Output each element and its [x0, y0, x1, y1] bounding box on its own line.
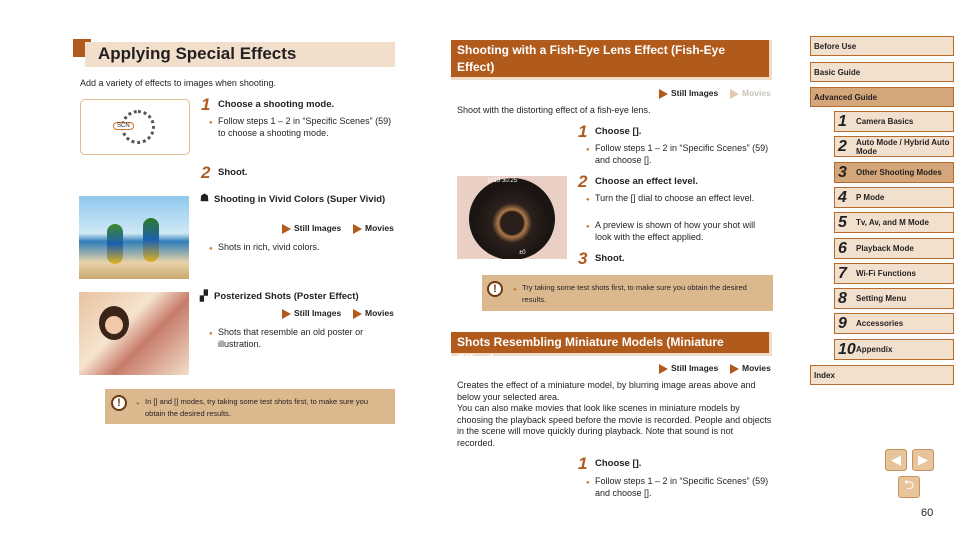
nav-chapter-1[interactable] — [834, 111, 954, 132]
nav-chapter-7[interactable] — [834, 263, 954, 284]
bullet: ● Shots that resemble an old poster or illustration. — [218, 327, 393, 350]
caution-icon: ! — [487, 281, 503, 297]
chapter-number: 10 — [838, 340, 856, 358]
nav-chapter-6[interactable] — [834, 238, 954, 259]
movies-tag: Movies — [730, 88, 771, 99]
left-arrow-icon: ◀ — [891, 452, 901, 467]
dial-scn-label: SCN — [113, 122, 134, 130]
step-number: 2 — [201, 163, 211, 182]
movies-tag: Movies — [730, 363, 771, 374]
intro-text: Add a variety of effects to images when shooting. — [80, 78, 276, 88]
bullet: ● Turn the [] dial to choose an effect level. — [595, 193, 770, 205]
chapter-label: Setting Menu — [856, 294, 907, 304]
step-number: 1 — [201, 95, 211, 114]
triangle-icon — [353, 224, 362, 234]
caution-text: ● In [] and [] modes, try taking some test shots first, to make sure you obtain the desired results. — [145, 396, 385, 420]
nav-chapter-10[interactable] — [834, 339, 954, 360]
chapter-number: 9 — [838, 315, 847, 333]
nav-chapter-2[interactable] — [834, 136, 954, 157]
nav-basic-guide[interactable]: Basic Guide — [810, 62, 954, 82]
step-title: Choose []. — [595, 458, 642, 469]
still-images-tag: Still Images — [282, 308, 341, 319]
chapter-label: Appendix — [856, 344, 893, 354]
movies-tag: Movies — [353, 308, 394, 319]
step-title: Choose []. — [595, 126, 642, 137]
miniature-para-1: Creates the effect of a miniature model, by blurring image areas above and below your selected area. — [457, 380, 756, 402]
nav-chapter-9[interactable] — [834, 313, 954, 334]
nav-chapter-4[interactable] — [834, 187, 954, 208]
triangle-icon — [282, 224, 291, 234]
nav-chapter-5[interactable] — [834, 212, 954, 233]
chapter-label: Auto Mode / Hybrid Auto Mode — [856, 137, 950, 156]
vivid-icon: ☗ — [200, 193, 209, 204]
fisheye-screen — [457, 176, 567, 259]
chapter-label: Playback Mode — [856, 243, 914, 253]
fisheye-heading: Shooting with a Fish-Eye Lens Effect (Fish-Eye Effect) — [451, 40, 772, 80]
nav-chapter-8[interactable] — [834, 288, 954, 309]
step-title: Shoot. — [218, 167, 248, 178]
screen-info-top: 1015 30:25 — [487, 178, 518, 184]
fisheye-intro: Shoot with the distorting effect of a fish-eye lens. — [457, 105, 651, 115]
chapter-number: 2 — [838, 138, 847, 156]
still-images-tag: Still Images — [659, 363, 718, 374]
caution-box — [105, 389, 395, 424]
step-title: Shoot. — [595, 253, 625, 264]
triangle-icon — [353, 309, 362, 319]
bullet: ● Follow steps 1 – 2 in “Specific Scenes” (59) to choose a shooting mode. — [218, 116, 393, 139]
chapter-label: Camera Basics — [856, 117, 914, 126]
step-title: Choose a shooting mode. — [218, 99, 335, 110]
parrots-photo — [79, 196, 189, 279]
chapter-number: 7 — [838, 264, 847, 282]
poster-icon: ▞ — [200, 291, 208, 302]
chapter-label: Accessories — [856, 319, 904, 329]
nav-advanced-guide[interactable]: Advanced Guide — [810, 87, 954, 107]
chapter-number: 4 — [838, 188, 847, 206]
chapter-number: 3 — [838, 163, 847, 181]
nav-index[interactable]: Index — [810, 365, 954, 385]
nav-chapter-3[interactable] — [834, 162, 954, 183]
step-number: 3 — [578, 249, 588, 268]
chapter-label: Tv, Av, and M Mode — [856, 218, 929, 228]
triangle-icon — [282, 309, 291, 319]
triangle-icon — [659, 89, 668, 99]
step-title: Choose an effect level. — [595, 176, 698, 187]
bullet: ● A preview is shown of how your shot will look with the effect applied. — [595, 220, 770, 243]
miniature-heading: Shots Resembling Miniature Models (Miniature Effect) — [451, 332, 772, 356]
nav-before-use[interactable]: Before Use — [810, 36, 954, 56]
miniature-para-2: You can also make movies that look like scenes in miniature models by choosing the playback speed before the movie is recorded. People and objects in the scene will move quickly during playback. Note that sound is not recorded. — [457, 403, 772, 448]
caution-text: ● Try taking some test shots first, to make sure you obtain the desired results. — [522, 282, 762, 306]
caution-box — [482, 275, 773, 311]
step-number: 2 — [578, 172, 588, 191]
next-page-button[interactable] — [912, 449, 934, 471]
bullet: ● Follow steps 1 – 2 in “Specific Scenes” (59) and choose []. — [595, 476, 770, 499]
movies-tag: Movies — [353, 223, 394, 234]
triangle-icon — [730, 364, 739, 374]
chapter-label: Other Shooting Modes — [856, 167, 942, 177]
chapter-number: 1 — [838, 113, 847, 130]
back-button[interactable] — [898, 476, 920, 498]
still-images-tag: Still Images — [659, 88, 718, 99]
triangle-icon — [659, 364, 668, 374]
page-title: Applying Special Effects — [98, 44, 297, 63]
triangle-icon — [730, 89, 739, 99]
page-number: 60 — [921, 507, 934, 519]
return-icon: ⮌ — [903, 477, 915, 492]
chapter-number: 8 — [838, 290, 847, 308]
bullet: ● Shots in rich, vivid colors. — [218, 242, 320, 254]
chapter-number: 5 — [838, 214, 847, 232]
right-arrow-icon: ▶ — [918, 452, 928, 467]
poster-photo — [79, 292, 189, 375]
prev-page-button[interactable] — [885, 449, 907, 471]
chapter-label: Wi-Fi Functions — [856, 268, 916, 278]
bullet: ● Follow steps 1 – 2 in “Specific Scenes” (59) and choose []. — [595, 143, 770, 166]
step-number: 1 — [578, 454, 588, 473]
poster-heading: Posterized Shots (Poster Effect) — [214, 291, 359, 302]
mode-dial-image — [80, 99, 190, 155]
screen-info-bottom: ±0 — [519, 250, 526, 256]
step-number: 1 — [578, 122, 588, 141]
chapter-label: P Mode — [856, 192, 885, 202]
chapter-number: 6 — [838, 239, 847, 257]
still-images-tag: Still Images — [282, 223, 341, 234]
vivid-heading: Shooting in Vivid Colors (Super Vivid) — [214, 194, 386, 205]
caution-icon: ! — [111, 395, 127, 411]
